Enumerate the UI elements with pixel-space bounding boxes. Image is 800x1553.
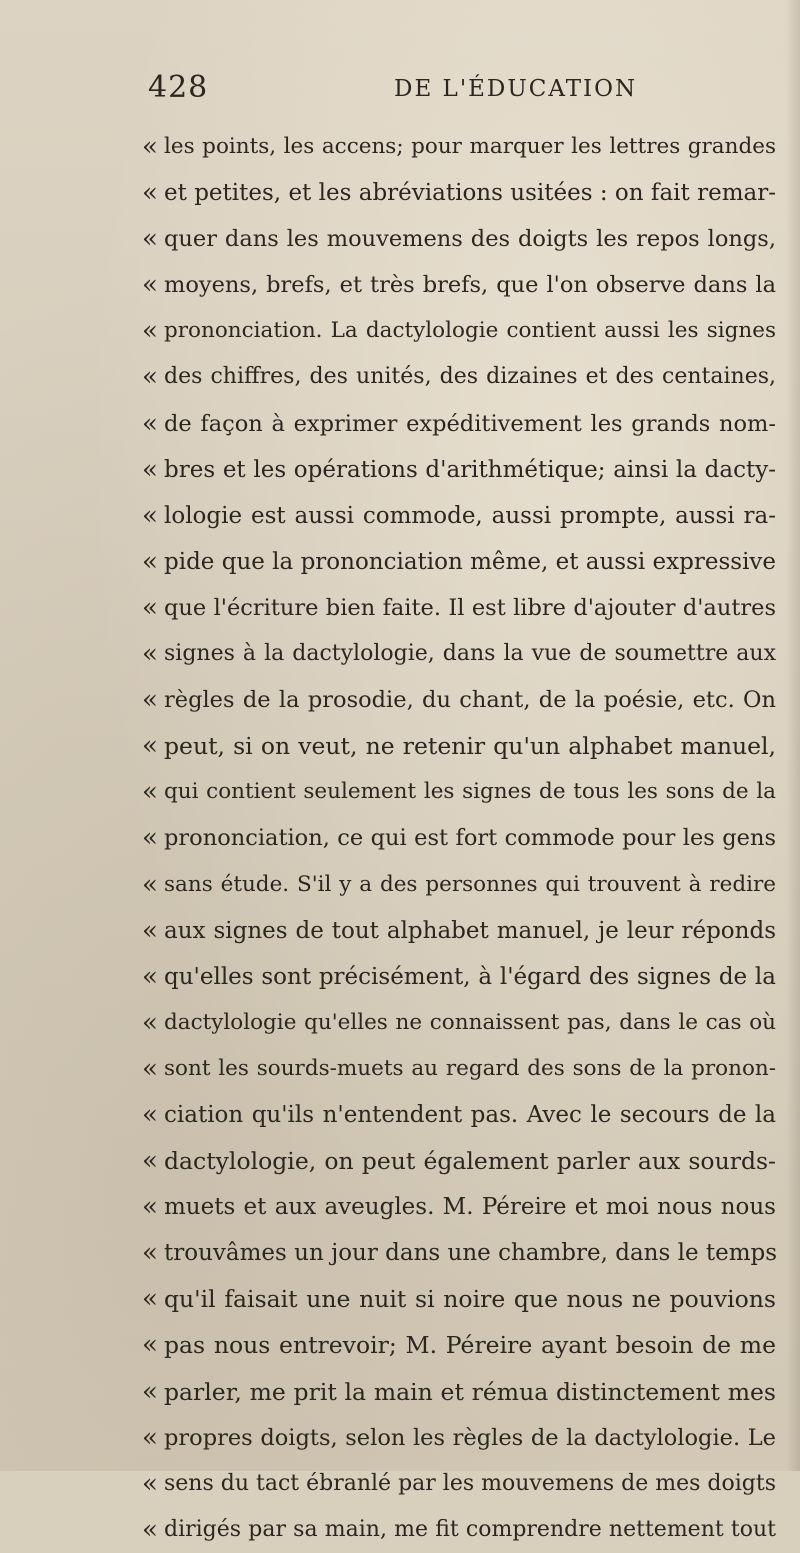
- quote-mark: «: [142, 1192, 158, 1223]
- line-text: sont les sourds-muets au regard des sons de la pronon-: [164, 1055, 776, 1081]
- text-line: [142, 769, 790, 815]
- text-line: [142, 908, 790, 954]
- line-text: sans étude. S'il y a des personnes qui trouvent à redire: [164, 871, 776, 897]
- quote-mark: «: [142, 1007, 158, 1038]
- quote-mark: «: [142, 1376, 158, 1407]
- text-line: [142, 1507, 790, 1553]
- running-head: DE L'ÉDUCATION: [394, 76, 638, 102]
- quote-mark: «: [142, 1284, 158, 1315]
- text-line: [142, 262, 790, 308]
- text-line: [142, 1138, 790, 1184]
- quote-mark: «: [142, 500, 158, 531]
- line-text: des chiffres, des unités, des dizaines et des centaines,: [164, 364, 776, 390]
- text-line: [142, 124, 790, 170]
- line-text: propres doigts, selon les règles de la dactylologie. Le: [164, 1424, 776, 1451]
- line-text: règles de la prosodie, du chant, de la poésie, etc. On: [164, 687, 776, 714]
- line-text: qu'il faisait une nuit si noire que nous ne pouvions: [164, 1285, 776, 1314]
- quote-mark: «: [142, 777, 158, 808]
- text-line: [142, 862, 790, 908]
- quote-mark: «: [142, 1422, 158, 1453]
- text-line: [142, 493, 790, 539]
- page-header: [148, 70, 708, 110]
- quote-mark: «: [142, 362, 158, 393]
- quote-mark: «: [142, 915, 158, 946]
- line-text: muets et aux aveugles. M. Péreire et moi nous nous: [164, 1194, 776, 1221]
- quote-mark: «: [142, 1146, 158, 1177]
- quote-mark: «: [142, 270, 158, 301]
- quote-mark: «: [142, 454, 158, 485]
- quote-mark: «: [142, 1099, 158, 1130]
- line-text: signes à la dactylologie, dans la vue de soumettre aux: [164, 641, 776, 667]
- line-text: qui contient seulement les signes de tous les sons de la: [164, 779, 776, 805]
- quote-mark: «: [142, 1053, 158, 1084]
- text-line: [142, 1230, 790, 1276]
- line-text: prononciation. La dactylologie contient aussi les signes: [164, 318, 776, 344]
- line-text: lologie est aussi commode, aussi prompte, aussi ra-: [164, 502, 776, 529]
- text-line: [142, 447, 790, 493]
- line-text: ciation qu'ils n'entendent pas. Avec le secours de la: [164, 1101, 776, 1128]
- quote-mark: «: [142, 961, 158, 992]
- quote-mark: «: [142, 1468, 158, 1499]
- body-text: [142, 124, 790, 1553]
- text-line: [142, 954, 790, 1000]
- quote-mark: «: [142, 224, 158, 255]
- text-line: [142, 539, 790, 585]
- text-line: [142, 170, 790, 216]
- line-text: qu'elles sont précisément, à l'égard des signes de la: [164, 963, 776, 990]
- text-line: [142, 354, 790, 400]
- text-line: [142, 1184, 790, 1230]
- text-line: [142, 1461, 790, 1507]
- text-line: [142, 1092, 790, 1138]
- quote-mark: «: [142, 592, 158, 623]
- text-line: [142, 585, 790, 631]
- text-line: [142, 1415, 790, 1461]
- text-line: [142, 401, 790, 447]
- quote-mark: «: [142, 1330, 158, 1361]
- text-line: [142, 677, 790, 723]
- line-text: sens du tact ébranlé par les mouvemens de mes doigts: [164, 1470, 777, 1496]
- line-text: peut, si on veut, ne retenir qu'un alphabet manuel,: [164, 732, 776, 761]
- quote-mark: «: [142, 869, 158, 900]
- line-text: prononciation, ce qui est fort commode pour les gens: [164, 825, 776, 852]
- line-text: de façon à exprimer expéditivement les grands nom-: [164, 410, 776, 437]
- line-text: trouvâmes un jour dans une chambre, dans le temps: [164, 1240, 778, 1267]
- text-line: [142, 815, 790, 861]
- text-line: [142, 1000, 790, 1046]
- quote-mark: «: [142, 132, 158, 162]
- quote-mark: «: [142, 1514, 158, 1545]
- quote-mark: «: [142, 639, 158, 670]
- line-text: dirigés par sa main, me fit comprendre nettement tout: [164, 1516, 776, 1542]
- text-line: [142, 1369, 790, 1415]
- text-line: [142, 631, 790, 677]
- quote-mark: «: [142, 731, 158, 762]
- line-text: moyens, brefs, et très brefs, que l'on observe dans la: [164, 272, 776, 299]
- page-edge-shadow: [786, 0, 800, 1471]
- quote-mark: «: [142, 178, 158, 209]
- line-text: dactylologie, on peut également parler aux sourds-: [164, 1147, 776, 1176]
- quote-mark: «: [142, 546, 158, 577]
- line-text: les points, les accens; pour marquer les lettres grandes: [164, 134, 776, 159]
- text-line: [142, 1322, 790, 1368]
- line-text: pide que la prononciation même, et aussi expressive: [164, 548, 777, 575]
- line-text: quer dans les mouvemens des doigts les repos longs,: [164, 226, 776, 253]
- quote-mark: «: [142, 316, 158, 347]
- text-line: [142, 1046, 790, 1092]
- quote-mark: «: [142, 823, 158, 854]
- line-text: pas nous entrevoir; M. Péreire ayant besoin de me: [164, 1331, 776, 1360]
- line-text: que l'écriture bien faite. Il est libre d'ajouter d'autres: [164, 594, 776, 621]
- text-line: [142, 216, 790, 262]
- page-number: 428: [148, 70, 209, 105]
- line-text: et petites, et les abréviations usitées : on fait remar-: [164, 180, 776, 207]
- quote-mark: «: [142, 1238, 158, 1269]
- line-text: dactylologie qu'elles ne connaissent pas, dans le cas où: [164, 1009, 776, 1035]
- line-text: parler, me prit la main et rémua distinctement mes: [164, 1377, 776, 1406]
- text-line: [142, 723, 790, 769]
- quote-mark: «: [142, 685, 158, 716]
- line-text: bres et les opérations d'arithmétique; ainsi la dacty-: [164, 456, 776, 483]
- text-line: [142, 1276, 790, 1322]
- quote-mark: «: [142, 408, 158, 439]
- line-text: aux signes de tout alphabet manuel, je leur réponds: [164, 917, 776, 944]
- text-line: [142, 308, 790, 354]
